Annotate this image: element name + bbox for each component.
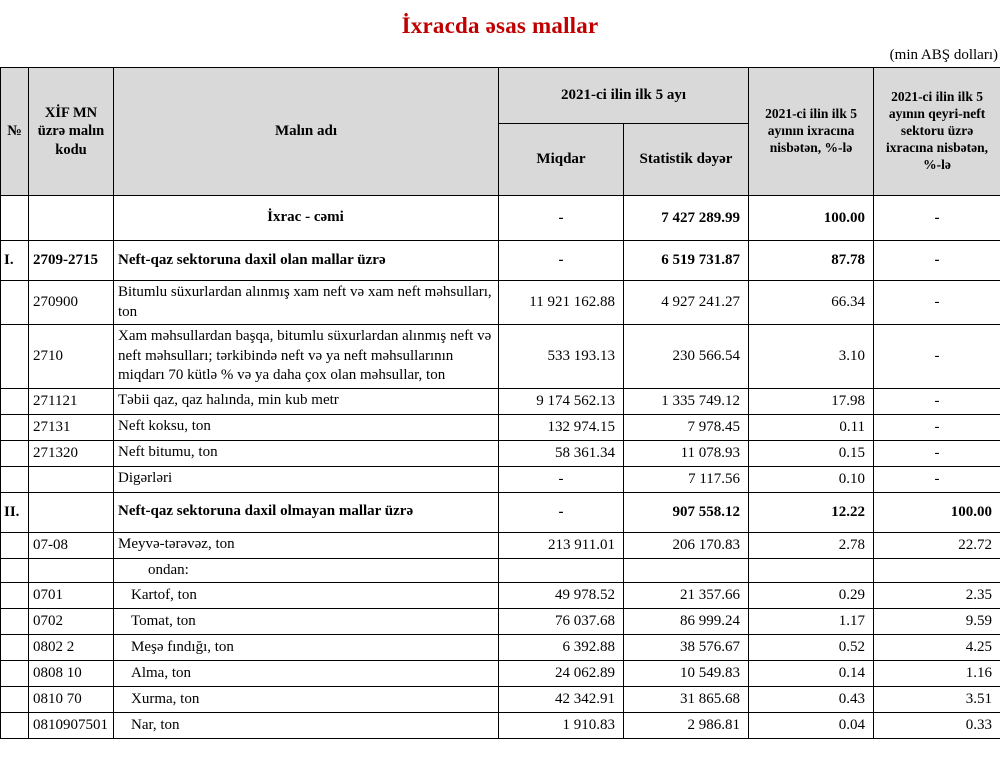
cell-share: 0.11 <box>749 414 874 440</box>
cell-name: Təbii qaz, qaz halında, min kub metr <box>114 388 499 414</box>
cell-code: 2709-2715 <box>29 241 114 281</box>
cell-share: 0.15 <box>749 440 874 466</box>
cell-share: 100.00 <box>749 196 874 241</box>
cell-qty: - <box>499 466 624 492</box>
cell-name: Xam məhsullardan başqa, bitumlu süxurlardan alınmış neft və neft məhsulları; tərkibində neft və ya neft məhsullarının miqdarı 70 kütlə % və ya daha çox olan məhsullar, ton <box>114 325 499 389</box>
cell-value: 1 335 749.12 <box>624 388 749 414</box>
cell-share: 0.43 <box>749 687 874 713</box>
cell-name: Tomat, ton <box>114 609 499 635</box>
table-row <box>1 713 1000 739</box>
cell-qty: 49 978.52 <box>499 583 624 609</box>
cell-no <box>1 281 29 325</box>
table-row <box>1 687 1000 713</box>
cell-share: 3.10 <box>749 325 874 389</box>
cell-code <box>29 558 114 583</box>
cell-nonoil: - <box>874 196 1000 241</box>
export-goods-table <box>0 67 1000 739</box>
unit-note: (min ABŞ dolları) <box>889 47 998 63</box>
cell-value: 7 427 289.99 <box>624 196 749 241</box>
cell-value: 10 549.83 <box>624 661 749 687</box>
cell-qty: 533 193.13 <box>499 325 624 389</box>
cell-no <box>1 635 29 661</box>
cell-share: 2.78 <box>749 532 874 558</box>
cell-share: 0.04 <box>749 713 874 739</box>
table-header <box>1 68 1000 196</box>
col-header-period-group: 2021-ci ilin ilk 5 ayı <box>499 68 749 124</box>
cell-value: 11 078.93 <box>624 440 749 466</box>
cell-name: Kartof, ton <box>114 583 499 609</box>
cell-nonoil: 100.00 <box>874 492 1000 532</box>
cell-value: 7 978.45 <box>624 414 749 440</box>
cell-code: 270900 <box>29 281 114 325</box>
cell-no <box>1 414 29 440</box>
col-header-share-total: 2021-ci ilin ilk 5 ayının ixracına nisbətən, %-lə <box>749 68 874 196</box>
cell-nonoil: 3.51 <box>874 687 1000 713</box>
cell-code: 0810 70 <box>29 687 114 713</box>
cell-no <box>1 687 29 713</box>
cell-no: II. <box>1 492 29 532</box>
cell-name: Neft-qaz sektoruna daxil olan mallar üzrə <box>114 241 499 281</box>
cell-code <box>29 492 114 532</box>
cell-name: Neft bitumu, ton <box>114 440 499 466</box>
cell-nonoil: - <box>874 466 1000 492</box>
cell-name: İxrac - cəmi <box>114 196 499 241</box>
cell-value: 7 117.56 <box>624 466 749 492</box>
cell-nonoil: 0.33 <box>874 713 1000 739</box>
cell-share: 12.22 <box>749 492 874 532</box>
cell-share: 0.29 <box>749 583 874 609</box>
cell-name: Bitumlu süxurlardan alınmış xam neft və xam neft məhsulları, ton <box>114 281 499 325</box>
cell-no <box>1 388 29 414</box>
cell-name: ondan: <box>114 558 499 583</box>
cell-qty: 58 361.34 <box>499 440 624 466</box>
cell-value <box>624 558 749 583</box>
cell-code: 27131 <box>29 414 114 440</box>
cell-no <box>1 713 29 739</box>
cell-qty: 24 062.89 <box>499 661 624 687</box>
cell-value: 907 558.12 <box>624 492 749 532</box>
table-row <box>1 583 1000 609</box>
cell-nonoil: 2.35 <box>874 583 1000 609</box>
cell-nonoil: - <box>874 325 1000 389</box>
cell-code: 0810907501 <box>29 713 114 739</box>
cell-name: Neft koksu, ton <box>114 414 499 440</box>
cell-share: 66.34 <box>749 281 874 325</box>
cell-qty: - <box>499 196 624 241</box>
col-header-stat-value: Statistik dəyər <box>624 124 749 196</box>
table-row <box>1 466 1000 492</box>
cell-no <box>1 196 29 241</box>
cell-code: 271320 <box>29 440 114 466</box>
cell-share: 0.52 <box>749 635 874 661</box>
cell-nonoil: - <box>874 388 1000 414</box>
table-row <box>1 414 1000 440</box>
cell-no <box>1 609 29 635</box>
cell-no <box>1 440 29 466</box>
table-body <box>1 196 1000 739</box>
cell-share <box>749 558 874 583</box>
cell-no <box>1 558 29 583</box>
cell-no <box>1 583 29 609</box>
cell-code <box>29 196 114 241</box>
cell-name: Neft-qaz sektoruna daxil olmayan mallar üzrə <box>114 492 499 532</box>
cell-code: 271121 <box>29 388 114 414</box>
cell-no: I. <box>1 241 29 281</box>
cell-share: 0.14 <box>749 661 874 687</box>
cell-name: Xurma, ton <box>114 687 499 713</box>
table-row <box>1 241 1000 281</box>
col-header-no: № <box>1 68 29 196</box>
cell-qty: 1 910.83 <box>499 713 624 739</box>
cell-nonoil: 4.25 <box>874 635 1000 661</box>
table-row <box>1 609 1000 635</box>
cell-nonoil: 22.72 <box>874 532 1000 558</box>
cell-no <box>1 466 29 492</box>
cell-value: 86 999.24 <box>624 609 749 635</box>
cell-value: 206 170.83 <box>624 532 749 558</box>
table-row <box>1 388 1000 414</box>
cell-share: 87.78 <box>749 241 874 281</box>
cell-nonoil: - <box>874 281 1000 325</box>
cell-code: 0808 10 <box>29 661 114 687</box>
cell-value: 4 927 241.27 <box>624 281 749 325</box>
cell-no <box>1 325 29 389</box>
col-header-code: XİF MN üzrə malın kodu <box>29 68 114 196</box>
cell-value: 230 566.54 <box>624 325 749 389</box>
cell-nonoil <box>874 558 1000 583</box>
cell-qty: 76 037.68 <box>499 609 624 635</box>
cell-qty: 213 911.01 <box>499 532 624 558</box>
col-header-share-nonoil: 2021-ci ilin ilk 5 ayının qeyri-neft sektoru üzrə ixracına nisbətən, %-lə <box>874 68 1000 196</box>
cell-qty: 6 392.88 <box>499 635 624 661</box>
table-row <box>1 661 1000 687</box>
cell-qty: 132 974.15 <box>499 414 624 440</box>
cell-value: 21 357.66 <box>624 583 749 609</box>
cell-code: 0701 <box>29 583 114 609</box>
cell-value: 38 576.67 <box>624 635 749 661</box>
cell-name: Digərləri <box>114 466 499 492</box>
table-row <box>1 532 1000 558</box>
cell-code: 0802 2 <box>29 635 114 661</box>
cell-qty: - <box>499 492 624 532</box>
col-header-quantity: Miqdar <box>499 124 624 196</box>
cell-nonoil: 9.59 <box>874 609 1000 635</box>
cell-name: Meyvə-tərəvəz, ton <box>114 532 499 558</box>
table-row <box>1 440 1000 466</box>
cell-share: 0.10 <box>749 466 874 492</box>
table-row <box>1 281 1000 325</box>
cell-nonoil: - <box>874 414 1000 440</box>
table-row <box>1 196 1000 241</box>
cell-qty: 11 921 162.88 <box>499 281 624 325</box>
col-header-name: Malın adı <box>114 68 499 196</box>
cell-name: Nar, ton <box>114 713 499 739</box>
page-title: İxracda əsas mallar <box>401 13 599 38</box>
cell-nonoil: - <box>874 440 1000 466</box>
table-row <box>1 635 1000 661</box>
cell-code: 2710 <box>29 325 114 389</box>
cell-no <box>1 661 29 687</box>
cell-no <box>1 532 29 558</box>
cell-share: 1.17 <box>749 609 874 635</box>
header-row-1 <box>1 68 1000 124</box>
cell-nonoil: 1.16 <box>874 661 1000 687</box>
cell-value: 2 986.81 <box>624 713 749 739</box>
cell-code <box>29 466 114 492</box>
cell-nonoil: - <box>874 241 1000 281</box>
cell-qty: 42 342.91 <box>499 687 624 713</box>
cell-name: Meşə fındığı, ton <box>114 635 499 661</box>
cell-qty: 9 174 562.13 <box>499 388 624 414</box>
cell-qty <box>499 558 624 583</box>
cell-value: 6 519 731.87 <box>624 241 749 281</box>
cell-code: 0702 <box>29 609 114 635</box>
table-row <box>1 325 1000 389</box>
cell-share: 17.98 <box>749 388 874 414</box>
table-row <box>1 492 1000 532</box>
cell-value: 31 865.68 <box>624 687 749 713</box>
table-row <box>1 558 1000 583</box>
cell-qty: - <box>499 241 624 281</box>
cell-name: Alma, ton <box>114 661 499 687</box>
cell-code: 07-08 <box>29 532 114 558</box>
